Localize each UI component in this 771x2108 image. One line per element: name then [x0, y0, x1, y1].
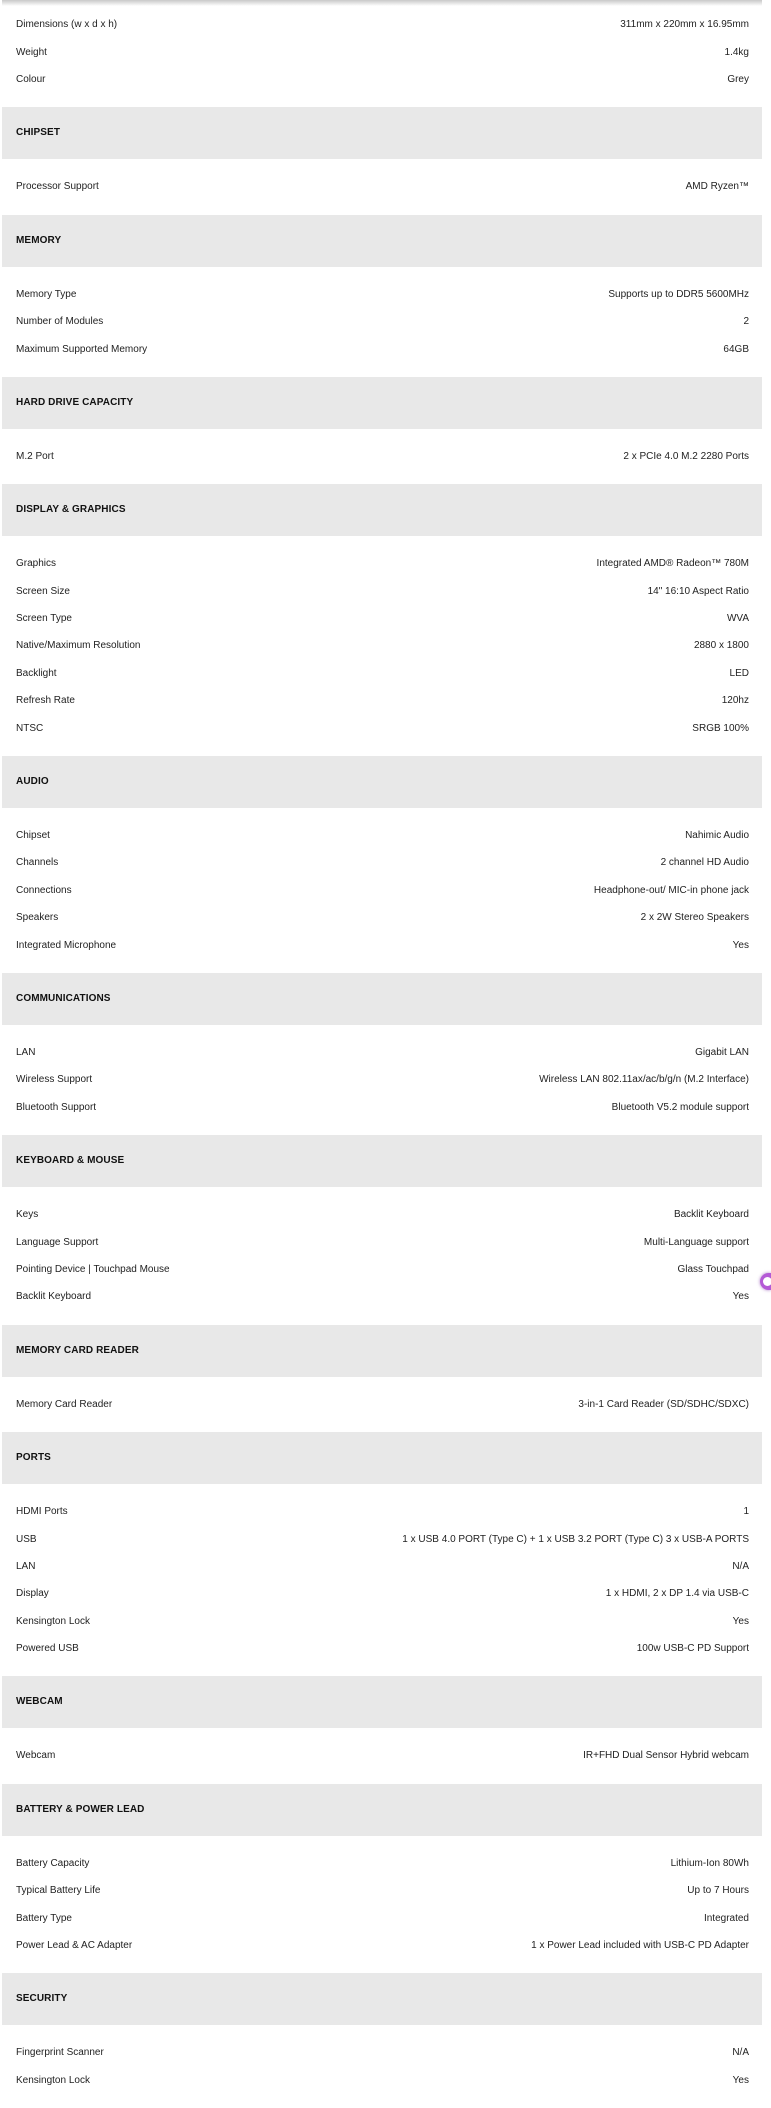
- spec-value: Nahimic Audio: [685, 830, 749, 842]
- spec-row: [2, 714, 762, 741]
- spec-value: 2: [743, 316, 749, 328]
- spec-row: [2, 1391, 762, 1418]
- spec-label: HDMI Ports: [16, 1506, 68, 1518]
- spec-label: Integrated Microphone: [16, 939, 117, 951]
- spec-label: Language Support: [16, 1236, 99, 1248]
- spec-row: [2, 605, 762, 632]
- spec-label: Kensington Lock: [16, 1615, 90, 1627]
- spec-value: 1 x Power Lead included with USB-C PD Adapter: [531, 1940, 749, 1952]
- spec-label: Refresh Rate: [16, 695, 75, 707]
- spec-label: Colour: [16, 73, 46, 85]
- spec-label: Speakers: [16, 912, 59, 924]
- spec-label: Pointing Device | Touchpad Mouse: [16, 1263, 170, 1275]
- spec-row: [2, 1094, 762, 1121]
- spec-value: Backlit Keyboard: [673, 1209, 749, 1221]
- spec-label: Backlight: [16, 667, 57, 679]
- spec-row: [2, 822, 762, 849]
- spec-label: Backlit Keyboard: [16, 1291, 92, 1303]
- spec-value: Lithium-Ion 80Wh: [670, 1857, 749, 1869]
- spec-label: Power Lead & AC Adapter: [16, 1940, 133, 1952]
- spec-label: Native/Maximum Resolution: [16, 640, 141, 652]
- section-header: MEMORY CARD READER: [16, 1344, 139, 1356]
- spec-label: Processor Support: [16, 181, 99, 193]
- spec-row: [2, 931, 762, 958]
- spec-label: Connections: [16, 884, 72, 896]
- spec-label: M.2 Port: [16, 450, 54, 462]
- spec-row: [2, 1742, 762, 1769]
- spec-label: Battery Type: [16, 1912, 72, 1924]
- spec-row: [2, 1498, 762, 1525]
- spec-label: LAN: [16, 1047, 36, 1058]
- spec-label: Channels: [16, 857, 59, 869]
- spec-value: Yes: [732, 2074, 749, 2086]
- spec-panel: [2, 0, 762, 2108]
- spec-row: [2, 335, 762, 362]
- spec-value: Multi-Language support: [643, 1236, 749, 1248]
- spec-value: 3-in-1 Card Reader (SD/SDHC/SDXC): [578, 1398, 749, 1410]
- spec-row: [2, 1228, 762, 1255]
- spec-row: [2, 1283, 762, 1310]
- spec-table: [2, 0, 762, 107]
- spec-row: [2, 904, 762, 931]
- spec-table: [2, 159, 762, 214]
- section-header: KEYBOARD & MOUSE: [16, 1154, 125, 1166]
- spec-label: Display: [16, 1588, 49, 1600]
- spec-row: [2, 1553, 762, 1580]
- spec-label: LAN: [16, 1560, 36, 1572]
- spec-label: Memory Card Reader: [16, 1398, 113, 1410]
- spec-row: [2, 1904, 762, 1931]
- section-header: CHIPSET: [16, 127, 61, 139]
- spec-label: Webcam: [16, 1750, 56, 1762]
- section-header: MEMORY: [16, 234, 62, 246]
- spec-row: [2, 308, 762, 335]
- spec-label: Screen Type: [16, 613, 72, 625]
- spec-value: 1 x HDMI, 2 x DP 1.4 via USB-C: [605, 1588, 749, 1600]
- spec-value: AMD Ryzen™: [685, 181, 749, 193]
- spec-label: Screen Size: [16, 585, 70, 597]
- section-header: HARD DRIVE CAPACITY: [16, 396, 134, 408]
- spec-row: [2, 66, 762, 93]
- spec-row: [2, 281, 762, 308]
- spec-label: Chipset: [16, 830, 50, 842]
- spec-value: SRGB 100%: [692, 722, 749, 734]
- spec-value: Yes: [732, 939, 749, 951]
- chat-widget-icon[interactable]: [760, 1273, 771, 1290]
- spec-value: Supports up to DDR5 5600MHz: [608, 288, 749, 300]
- spec-table: [2, 429, 762, 484]
- spec-table: [2, 1728, 762, 1783]
- spec-row: [2, 849, 762, 876]
- spec-value: 2 x 2W Stereo Speakers: [640, 912, 749, 924]
- spec-label: Graphics: [16, 558, 57, 570]
- spec-value: 1.4kg: [724, 46, 749, 58]
- spec-value: Integrated AMD® Radeon™ 780M: [596, 558, 749, 570]
- spec-row: [2, 632, 762, 659]
- spec-value: WVA: [726, 613, 749, 625]
- spec-value: 2880 x 1800: [693, 640, 749, 652]
- spec-value: Integrated: [703, 1912, 749, 1924]
- spec-value: 311mm x 220mm x 16.95mm: [620, 19, 749, 31]
- spec-row: [2, 1066, 762, 1093]
- page-edge: [762, 0, 771, 1920]
- spec-label: Keys: [16, 1209, 39, 1221]
- spec-value: 120hz: [721, 695, 749, 707]
- spec-value: 2 x PCIe 4.0 M.2 2280 Ports: [623, 450, 749, 462]
- spec-table: [2, 1484, 762, 1676]
- spec-row: [2, 38, 762, 65]
- spec-label: Dimensions (w x d x h): [16, 19, 118, 31]
- spec-label: Bluetooth Support: [16, 1101, 97, 1113]
- spec-row: [2, 1256, 762, 1283]
- top-shadow: [2, 0, 762, 6]
- spec-value: 2 channel HD Audio: [660, 857, 749, 869]
- spec-row: [2, 1635, 762, 1662]
- spec-row: [2, 1201, 762, 1228]
- spec-row: [2, 1525, 762, 1552]
- spec-value: 1: [743, 1506, 749, 1518]
- spec-value: LED: [729, 667, 749, 679]
- spec-value: Yes: [732, 1291, 749, 1303]
- spec-label: Powered USB: [16, 1643, 79, 1655]
- spec-label: Number of Modules: [16, 316, 104, 328]
- spec-row: [2, 11, 762, 38]
- spec-row: [2, 877, 762, 904]
- spec-row: [2, 173, 762, 200]
- spec-label: USB: [16, 1533, 37, 1545]
- spec-value: Wireless LAN 802.11ax/ac/b/g/n (M.2 Interface): [539, 1074, 749, 1086]
- spec-table: [2, 267, 762, 377]
- spec-table: [2, 2025, 762, 2108]
- spec-row: [2, 1608, 762, 1635]
- spec-value: IR+FHD Dual Sensor Hybrid webcam: [583, 1750, 749, 1762]
- spec-row: [2, 1580, 762, 1607]
- section-header: PORTS: [16, 1451, 51, 1463]
- section-header: DISPLAY & GRAPHICS: [16, 504, 126, 516]
- spec-label: Weight: [16, 46, 47, 58]
- spec-row: [2, 660, 762, 687]
- spec-sections: [2, 0, 762, 2108]
- spec-row: [2, 2039, 762, 2066]
- spec-value: Grey: [727, 73, 749, 85]
- spec-value: N/A: [732, 2047, 749, 2059]
- spec-row: [2, 687, 762, 714]
- spec-label: Battery Capacity: [16, 1857, 90, 1869]
- spec-value: 14" 16:10 Aspect Ratio: [647, 585, 749, 597]
- spec-row: [2, 578, 762, 605]
- spec-value: 100w USB-C PD Support: [636, 1643, 749, 1655]
- spec-value: Glass Touchpad: [677, 1263, 749, 1275]
- spec-value: Up to 7 Hours: [687, 1885, 749, 1897]
- spec-table: [2, 1025, 762, 1135]
- spec-table: [2, 1836, 762, 1974]
- spec-label: Maximum Supported Memory: [16, 343, 148, 355]
- spec-value: 64GB: [723, 343, 749, 355]
- spec-table: [2, 1187, 762, 1325]
- spec-row: [2, 550, 762, 577]
- spec-label: Wireless Support: [16, 1074, 93, 1086]
- spec-table: [2, 536, 762, 756]
- section-header: SECURITY: [16, 1993, 68, 2005]
- spec-label: Fingerprint Scanner: [16, 2047, 104, 2059]
- spec-label: NTSC: [16, 722, 44, 734]
- spec-label: Kensington Lock: [16, 2074, 90, 2086]
- spec-row: [2, 1850, 762, 1877]
- spec-row: [2, 443, 762, 470]
- spec-table: [2, 808, 762, 973]
- spec-label: Memory Type: [16, 288, 77, 300]
- spec-row: [2, 2067, 762, 2094]
- section-header: COMMUNICATIONS: [16, 992, 111, 1004]
- section-header: WEBCAM: [16, 1696, 63, 1708]
- section-header: AUDIO: [16, 775, 49, 787]
- spec-value: Bluetooth V5.2 module support: [611, 1101, 749, 1113]
- section-header: BATTERY & POWER LEAD: [16, 1803, 145, 1815]
- spec-value: 1 x USB 4.0 PORT (Type C) + 1 x USB 3.2 PORT (Type C) 3 x USB-A PORTS: [402, 1533, 749, 1545]
- spec-value: Gigabit LAN: [695, 1047, 749, 1058]
- spec-value: N/A: [732, 1560, 749, 1572]
- spec-row: [2, 1932, 762, 1959]
- spec-label: Typical Battery Life: [16, 1885, 101, 1897]
- spec-row: [2, 1039, 762, 1066]
- spec-value: Headphone-out/ MIC-in phone jack: [593, 884, 749, 896]
- spec-value: Yes: [732, 1615, 749, 1627]
- spec-table: [2, 1377, 762, 1432]
- spec-row: [2, 1877, 762, 1904]
